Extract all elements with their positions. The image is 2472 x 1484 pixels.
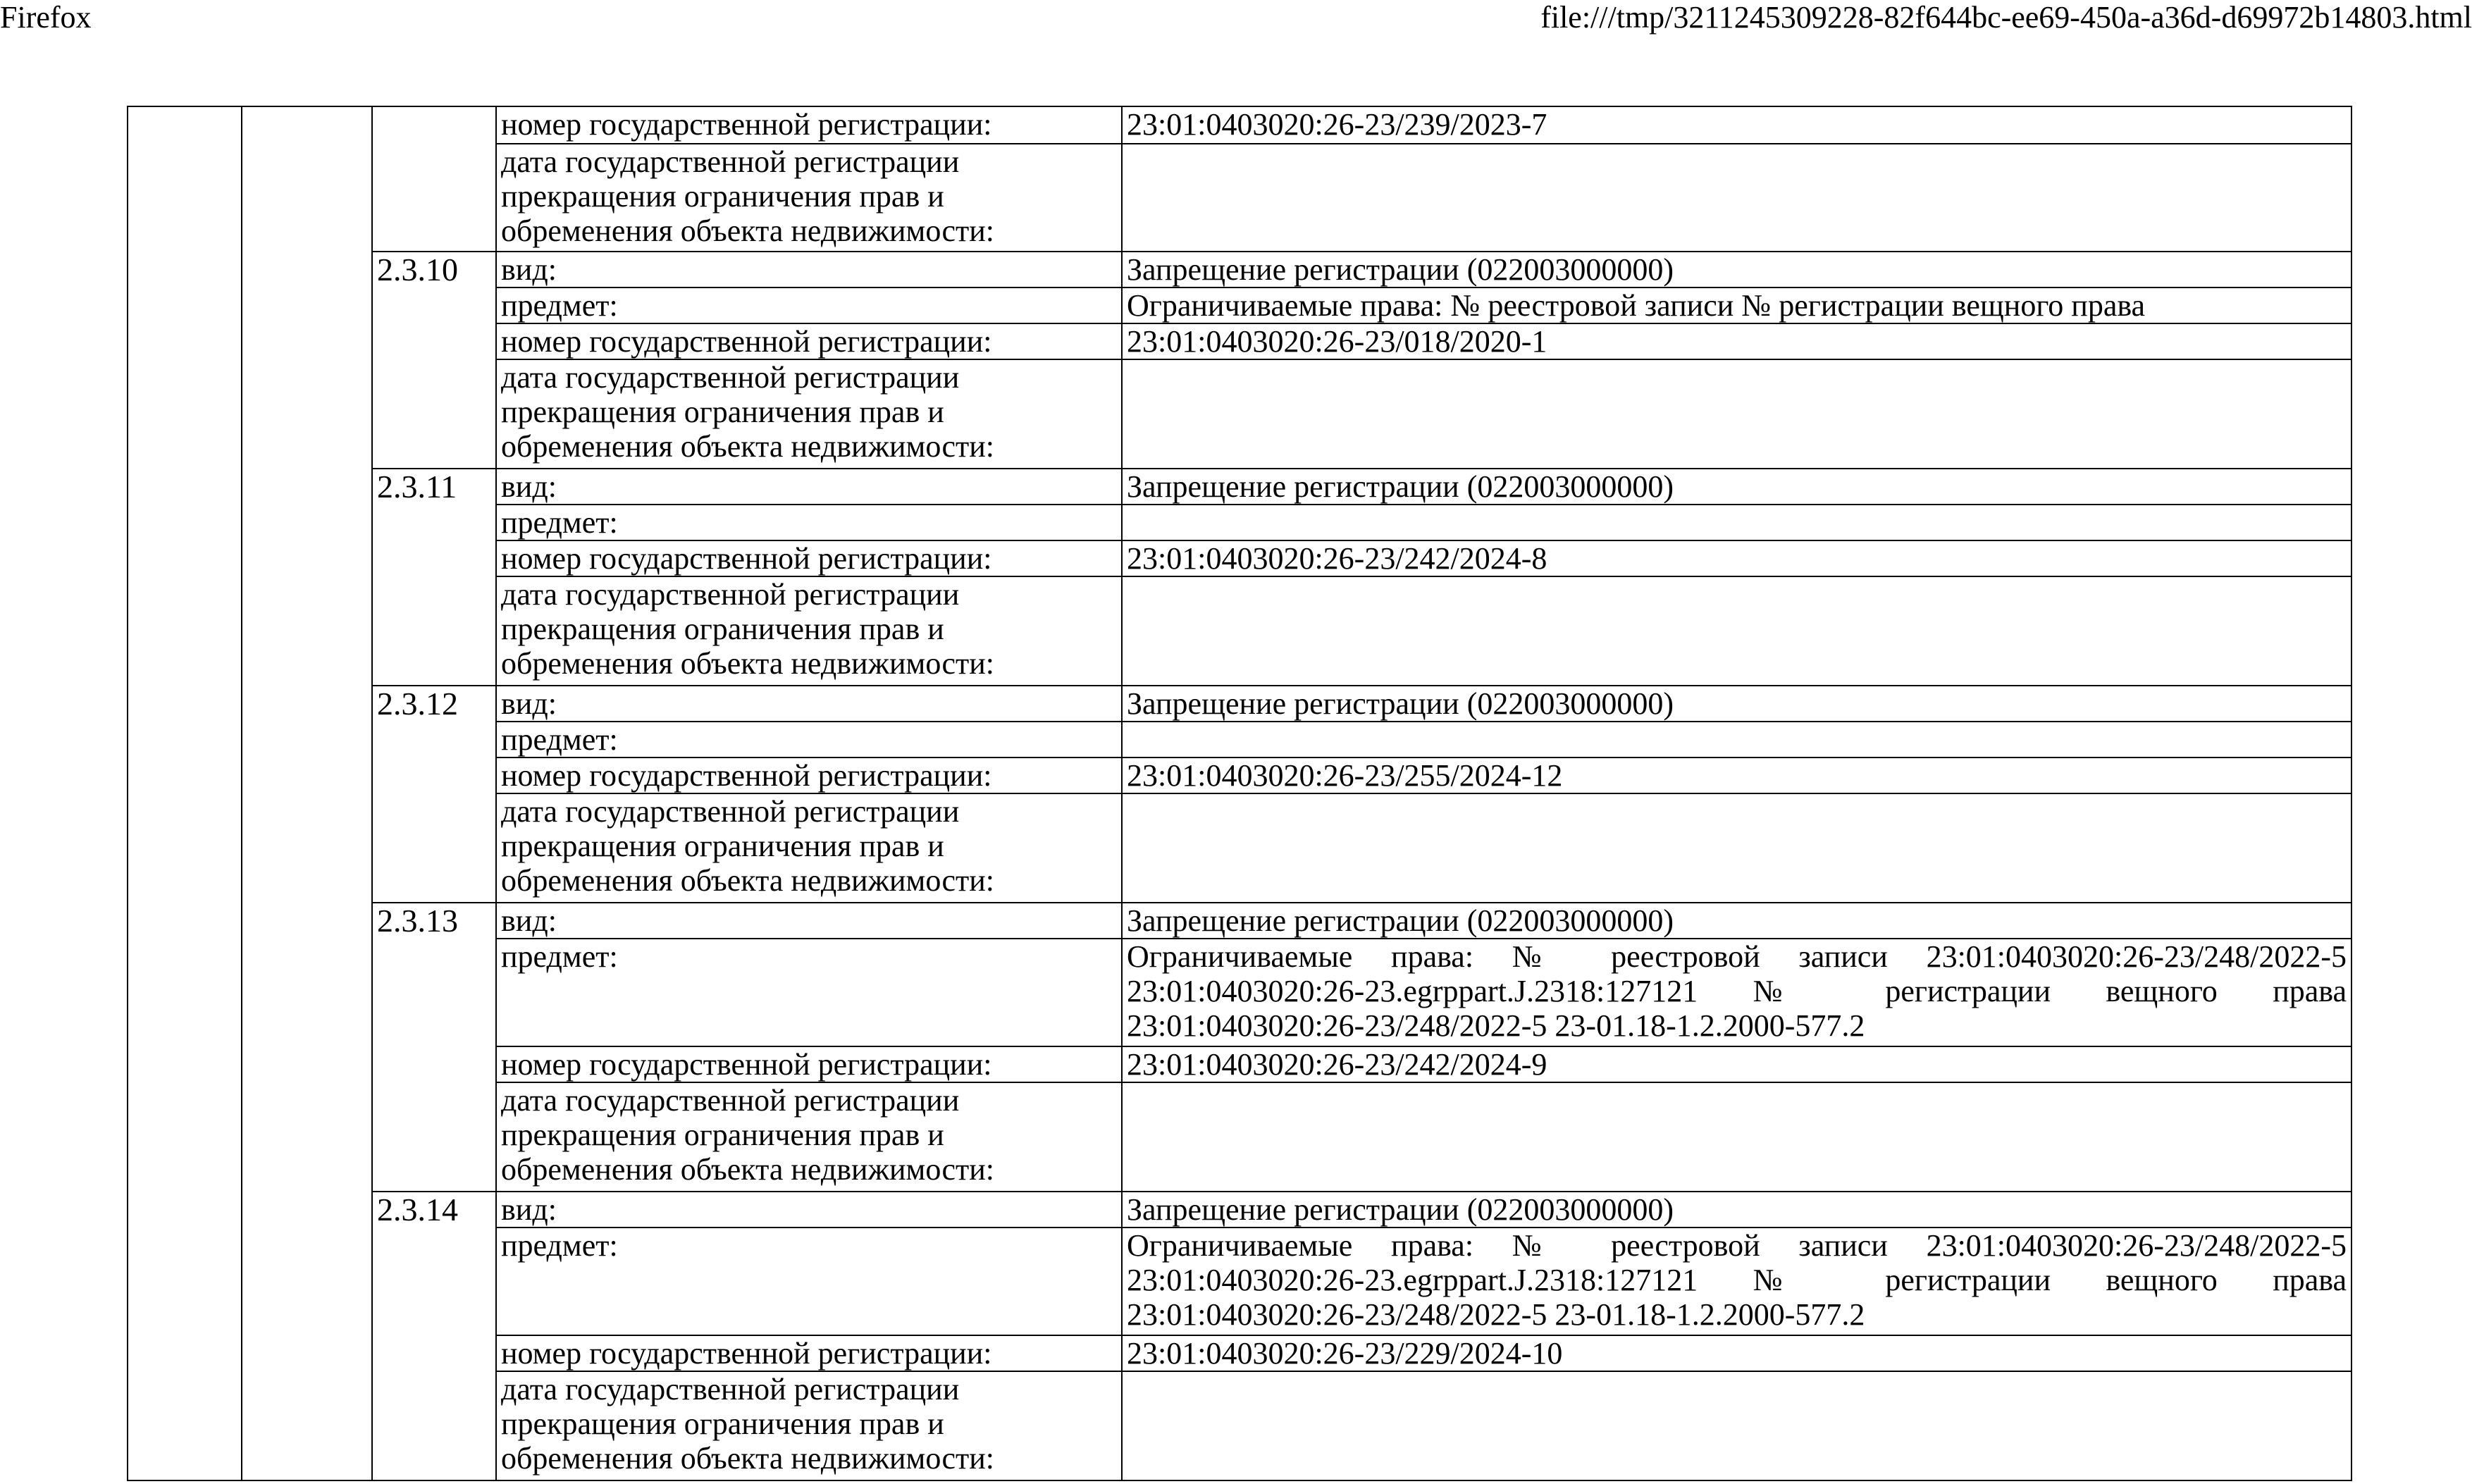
termination-date-value: [1122, 576, 2352, 686]
termination-date-label: [496, 359, 1122, 469]
type-label: вид:: [496, 903, 1122, 939]
termination-date-label-line: обременения объекта недвижимости:: [501, 1152, 994, 1187]
reg-number-value: 23:01:0403020:26-23/018/2020-1: [1122, 323, 2352, 359]
termination-date-value: [1122, 793, 2352, 903]
subject-value-line: 23:01:0403020:26-23.egrppart.J.2318:127121 № регистрации вещного права: [1127, 974, 2347, 1008]
termination-date-label-line: дата государственной регистрации: [501, 577, 960, 612]
reg-number-value: 23:01:0403020:26-23/242/2024-8: [1122, 540, 2352, 576]
termination-date-label-line: обременения объекта недвижимости:: [501, 214, 994, 248]
reg-number-label: номер государственной регистрации:: [496, 540, 1122, 576]
table-row: [128, 903, 2352, 939]
termination-date-label-line: обременения объекта недвижимости:: [501, 1441, 994, 1476]
termination-date-label-line: дата государственной регистрации: [501, 1083, 960, 1118]
subject-value-line: 23:01:0403020:26-23.egrppart.J.2318:127121 № регистрации вещного права: [1127, 1263, 2347, 1297]
entry-number: 2.3.11: [372, 469, 496, 686]
reg-number-label: номер государственной регистрации:: [496, 1335, 1122, 1371]
termination-date-label-line: дата государственной регистрации: [501, 1372, 960, 1406]
type-value: Запрещение регистрации (022003000000): [1122, 469, 2352, 505]
termination-date-label-line: прекращения ограничения прав и: [501, 829, 944, 863]
subject-value: [1122, 505, 2352, 540]
reg-number-label: номер государственной регистрации:: [496, 106, 1122, 144]
termination-date-value: [1122, 144, 2352, 252]
termination-date-label-line: прекращения ограничения прав и: [501, 1118, 944, 1152]
subject-label: предмет:: [496, 939, 1122, 1046]
subject-value-line: Ограничиваемые права: № реестровой записи № регистрации вещного права: [1127, 288, 2146, 323]
table-row: [128, 106, 2352, 144]
reg-number-value: 23:01:0403020:26-23/255/2024-12: [1122, 758, 2352, 793]
type-label: вид:: [496, 252, 1122, 287]
entry-number: 2.3.12: [372, 686, 496, 903]
subject-value: [1122, 722, 2352, 758]
termination-date-label: [496, 793, 1122, 903]
reg-number-value: 23:01:0403020:26-23/239/2023-7: [1122, 106, 2352, 144]
type-value: Запрещение регистрации (022003000000): [1122, 903, 2352, 939]
termination-date-label: [496, 1082, 1122, 1192]
termination-date-label-line: дата государственной регистрации: [501, 794, 960, 829]
table-row: [128, 1192, 2352, 1228]
type-value: Запрещение регистрации (022003000000): [1122, 252, 2352, 287]
type-label: вид:: [496, 1192, 1122, 1228]
table-row: [128, 686, 2352, 722]
termination-date-label-line: прекращения ограничения прав и: [501, 395, 944, 429]
outer-column-1: [128, 106, 242, 1480]
termination-date-value: [1122, 1082, 2352, 1192]
reg-number-label: номер государственной регистрации:: [496, 323, 1122, 359]
outer-column-2: [242, 106, 372, 1480]
subject-label: предмет:: [496, 287, 1122, 323]
subject-label: предмет:: [496, 722, 1122, 758]
termination-date-label-line: дата государственной регистрации: [501, 360, 960, 395]
reg-number-label: номер государственной регистрации:: [496, 1046, 1122, 1082]
type-value: Запрещение регистрации (022003000000): [1122, 686, 2352, 722]
subject-value-line: 23:01:0403020:26-23/248/2022-5 23-01.18-1.2.2000-577.2: [1127, 1008, 1865, 1043]
entry-number: 2.3.13: [372, 903, 496, 1192]
reg-number-label: номер государственной регистрации:: [496, 758, 1122, 793]
termination-date-label: [496, 144, 1122, 252]
table-body: [128, 106, 2352, 1480]
termination-date-value: [1122, 359, 2352, 469]
subject-label: предмет:: [496, 1228, 1122, 1335]
table-row: [128, 469, 2352, 505]
subject-value-line: Ограничиваемые права: № реестровой записи 23:01:0403020:26-23/248/2022-5: [1127, 1228, 2347, 1263]
entry-number: 2.3.10: [372, 252, 496, 469]
termination-date-value: [1122, 1371, 2352, 1480]
termination-date-label-line: дата государственной регистрации: [501, 144, 960, 179]
termination-date-label-line: прекращения ограничения прав и: [501, 1406, 944, 1441]
subject-value: [1122, 287, 2352, 323]
termination-date-label-line: обременения объекта недвижимости:: [501, 863, 994, 898]
termination-date-label-line: прекращения ограничения прав и: [501, 179, 944, 214]
subject-value-line: 23:01:0403020:26-23/248/2022-5 23-01.18-1.2.2000-577.2: [1127, 1297, 1865, 1332]
reg-number-value: 23:01:0403020:26-23/229/2024-10: [1122, 1335, 2352, 1371]
termination-date-label-line: обременения объекта недвижимости:: [501, 429, 994, 464]
table-row: [128, 252, 2352, 287]
type-label: вид:: [496, 469, 1122, 505]
subject-value: [1122, 1228, 2352, 1335]
entry-number-cell: [372, 106, 496, 252]
subject-label: предмет:: [496, 505, 1122, 540]
subject-value: [1122, 939, 2352, 1046]
type-label: вид:: [496, 686, 1122, 722]
browser-header: [0, 0, 2472, 35]
subject-value-line: Ограничиваемые права: № реестровой записи 23:01:0403020:26-23/248/2022-5: [1127, 939, 2347, 974]
reg-number-value: 23:01:0403020:26-23/242/2024-9: [1122, 1046, 2352, 1082]
termination-date-label-line: прекращения ограничения прав и: [501, 612, 944, 646]
entry-number: 2.3.14: [372, 1192, 496, 1480]
termination-date-label: [496, 576, 1122, 686]
page-url: file:///tmp/3211245309228-82f644bc-ee69-450a-a36d-d69972b14803.html: [1540, 0, 2472, 35]
app-name: Firefox: [0, 0, 92, 35]
encumbrance-table: [127, 106, 2352, 1481]
termination-date-label: [496, 1371, 1122, 1480]
termination-date-label-line: обременения объекта недвижимости:: [501, 646, 994, 681]
type-value: Запрещение регистрации (022003000000): [1122, 1192, 2352, 1228]
